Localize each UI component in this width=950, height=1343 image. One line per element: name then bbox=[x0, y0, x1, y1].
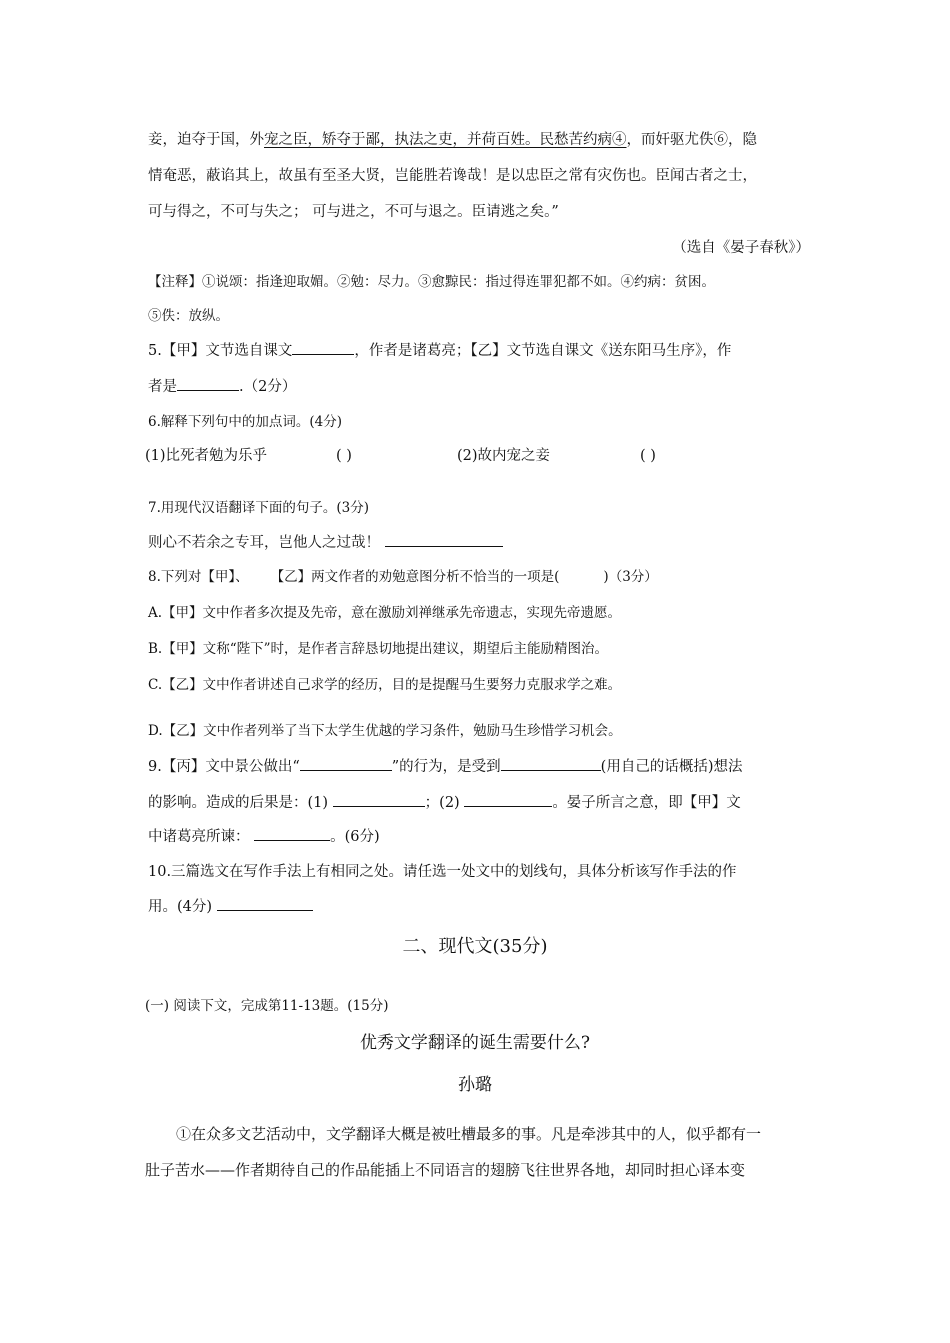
question-10-line-2: 用。(4分) bbox=[148, 896, 313, 917]
question-5-line-1: 5.【甲】文节选自课文 ，作者是诸葛亮；【乙】文节选自课文《送东阳马生序》，作 bbox=[148, 340, 731, 361]
answer-blank[interactable] bbox=[177, 376, 239, 391]
question-10-line-1: 10.三篇选文在写作手法上有相同之处。请任选一处文中的划线句，具体分析该写作手法的作 bbox=[148, 864, 737, 880]
passage-source: （选自《晏子春秋》） bbox=[672, 240, 810, 256]
answer-blank[interactable] bbox=[217, 896, 313, 911]
notes-line-1: 【注释】①说颂：指逢迎取媚。②勉：尽力。③愈黥民：指过得连罪犯都不如。④约病：贫困。 bbox=[148, 274, 715, 290]
section-instructions: (一) 阅读下文，完成第11-13题。(15分) bbox=[145, 998, 389, 1014]
question-8: 8.下列对【甲】、 【乙】两文作者的劝勉意图分析不恰当的一项是( )（3分） bbox=[148, 569, 658, 585]
option-a: A.【甲】文中作者多次提及先帝，意在激励刘禅继承先帝遗志，实现先帝遗愿。 bbox=[148, 605, 622, 621]
option-d: D.【乙】文中作者列举了当下太学生优越的学习条件，勉励马生珍惜学习机会。 bbox=[148, 723, 622, 739]
question-5-line-2: 者是 .（2分） bbox=[148, 376, 296, 397]
paragraph-1-line-1: ①在众多文艺活动中，文学翻译大概是被吐槽最多的事。凡是牵涉其中的人，似乎都有一 bbox=[176, 1125, 762, 1143]
answer-blank[interactable] bbox=[385, 532, 503, 547]
paragraph-1-line-2: 肚子苦水——作者期待自己的作品能插上不同语言的翅膀飞往世界各地，却同时担心译本变 bbox=[145, 1161, 746, 1179]
answer-blank[interactable] bbox=[300, 756, 392, 771]
passage-line-2: 情奄恶，蔽谄其上，故虽有至圣大贤，岂能胜若谗哉！是以忠臣之常有灾伤也。臣闻古者之士， bbox=[148, 168, 757, 184]
answer-blank[interactable] bbox=[292, 340, 354, 355]
option-b: B.【甲】文称“陛下”时，是作者言辞恳切地提出建议，期望后主能励精图治。 bbox=[148, 641, 609, 657]
question-9-line-1: 9.【丙】文中景公做出“ ”的行为，是受到 (用自己的话概括)想法 bbox=[148, 756, 743, 777]
underlined-sentence: 宠之臣，矫夺于鄙，执法之吏，并荷百姓。民愁苦约病 bbox=[264, 132, 612, 148]
passage-line-1: 妾，迫夺于国，外宠之臣，矫夺于鄙，执法之吏，并荷百姓。民愁苦约病④，而奸驱尤佚⑥，隐 bbox=[148, 132, 757, 148]
question-6-item-2: (2)故内宠之妾 bbox=[457, 448, 551, 464]
answer-blank[interactable] bbox=[254, 826, 330, 841]
notes-line-2: ⑤佚：放纵。 bbox=[148, 308, 229, 324]
answer-paren[interactable]: ( ) bbox=[336, 448, 352, 464]
article-title: 优秀文学翻译的诞生需要什么? bbox=[359, 1033, 591, 1053]
option-c: C.【乙】文中作者讲述自己求学的经历，目的是提醒马生要努力克服求学之难。 bbox=[148, 677, 622, 693]
question-9-line-2: 的影响。造成的后果是：(1) ；(2) 。晏子所言之意，即【甲】文 bbox=[148, 792, 741, 813]
article-author: 孙璐 bbox=[458, 1075, 492, 1095]
answer-paren[interactable]: ( ) bbox=[640, 448, 656, 464]
answer-blank[interactable] bbox=[333, 792, 425, 807]
question-9-line-3: 中诸葛亮所谏： 。(6分) bbox=[148, 826, 380, 847]
passage-line-3: 可与得之，不可与失之； 可与进之，不可与退之。臣请逃之矣。” bbox=[148, 204, 559, 220]
section-heading: 二、现代文(35分) bbox=[402, 936, 548, 957]
answer-blank[interactable] bbox=[464, 792, 552, 807]
question-6: 6.解释下列句中的加点词。(4分) bbox=[148, 414, 343, 430]
question-6-item-1: (1)比死者勉为乐乎 bbox=[145, 448, 268, 464]
answer-blank[interactable] bbox=[501, 756, 601, 771]
question-7: 7.用现代汉语翻译下面的句子。(3分) bbox=[148, 500, 370, 516]
question-7-sentence: 则心不若余之专耳，岂他人之过哉！ bbox=[148, 532, 503, 553]
